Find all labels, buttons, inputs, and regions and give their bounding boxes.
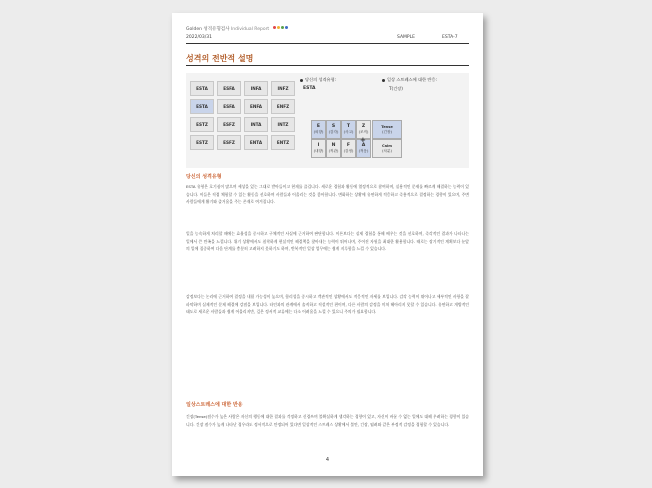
type-cell: ESTZ (190, 135, 214, 150)
title-divider (186, 65, 469, 66)
type-cell: ESFA (217, 81, 241, 96)
type-cell: INFZ (271, 81, 295, 96)
bullet-icon (382, 79, 385, 82)
stress-box: Tense (긴장) (372, 120, 402, 139)
my-type-label: 당신의 성격유형: (300, 77, 336, 83)
bullet-icon (300, 79, 303, 82)
report-page (172, 13, 483, 476)
type-cell: ESFA (217, 99, 241, 114)
plus-icon: + (360, 136, 366, 144)
type-cell: INTA (244, 117, 268, 132)
section-heading-type: 당신의 성격유형 (186, 174, 222, 180)
section-title: 성격의 전반적 설명 (186, 54, 254, 63)
dimension-box: I (내향) (311, 139, 326, 158)
type-cell: ESFZ (217, 117, 241, 132)
type-cell: INTZ (271, 117, 295, 132)
dimension-box: S (감각) (326, 120, 341, 139)
my-type-value: ESTA (303, 86, 316, 91)
section-heading-stress: 일상스트레스에 대한 반응 (186, 402, 243, 408)
stress-value: T(긴장) (389, 86, 403, 91)
type-cell: ESFZ (217, 135, 241, 150)
report-code: ESTA-7 (442, 35, 458, 40)
stress-label: 일상 스트레스에 대한 반응: (382, 77, 437, 83)
paragraph-4: 긴장(Tense)점수가 높은 사람은 자신의 행동에 대한 결과를 걱정하고 신경쓰며 불확실하게 생각하는 경향이 있고, 자신이 바꿀 수 없는 일에도 대해 우려하는 경향이 있습니다. 긴장 점수가 높게 나타난 경우라도 정서적으로 안정되어 있다면 일상적인 스트레스 상황에서 불안, 긴장, 염려와 같은 부정적 감정을 경험할 수 있습니다. (186, 414, 469, 427)
dimension-box: N (직관) (326, 139, 341, 158)
dimension-box: Z (조직) (356, 120, 371, 139)
report-header (186, 26, 289, 32)
dimension-box: E (외향) (311, 120, 326, 139)
dimension-box: A (적응) (356, 139, 371, 158)
report-date: 2022/03/31 (186, 35, 212, 40)
paragraph-2: 일을 능숙하게 처리할 때에는 효율성을 중시하고 구체적인 사실에 근거하여 판단합니다. 이론보다는 실제 경험을 통해 배우는 것을 선호하며, 즉각적인 결과가 나타나는 일에서 큰 만족을 느낍니다. 위기 상황에서도 침착하게 현실적인 해결책을 찾아내는 능력이 뛰어나며, 주어진 자원을 최대한 활용합니다. 때로는 장기적인 계획보다 눈앞의 일에 집중하여 다음 단계를 충분히 고려하지 못하기도 하며, 반복적인 일상 업무에는 쉽게 지루함을 느낄 수 있습니다. (186, 231, 469, 252)
type-cell: ENTA (244, 135, 268, 150)
header-divider (186, 43, 469, 44)
page-number: 4 (325, 457, 330, 463)
type-cell: ENFZ (271, 99, 295, 114)
report-type: Individual Report (230, 27, 270, 32)
type-cell: ENTZ (271, 135, 295, 150)
type-grid (190, 81, 295, 150)
dimension-box: F (감정) (341, 139, 356, 158)
type-cell: INFA (244, 81, 268, 96)
brand-dot (285, 26, 288, 29)
brand-dot (281, 26, 284, 29)
brand-name: Golden 성격유형검사 (186, 27, 230, 32)
type-cell: ESTZ (190, 117, 214, 132)
paragraph-3: 감정보다는 논리에 근거하여 결정을 내릴 가능성이 높으며, 합리성을 중시하고 객관적인 상황에서도 적응적인 자세를 보입니다. 감각 능력이 뛰어나고 세부적인 사항을 잘 파악하며 실제적인 문제 해결에 강점을 보입니다. 타인과의 관계에서 솔직하고 직설적인 편이며, 다른 사람의 감정을 미처 헤아리지 못할 수 있습니다. 유연하고 개방적인 태도로 새로운 사람들과 쉽게 어울리지만, 깊은 정서적 교류에는 다소 어려움을 느낄 수 있으니 주의가 필요합니다. (186, 294, 469, 315)
sample-label: SAMPLE (397, 35, 415, 40)
dimension-box: T (사고) (341, 120, 356, 139)
brand-dot (277, 26, 280, 29)
stress-box: Calm (차분) (372, 139, 402, 158)
brand-dot (273, 26, 276, 29)
type-cell: ENFA (244, 99, 268, 114)
brand-dots-icon (273, 26, 289, 31)
type-cell: ESTA (190, 99, 214, 114)
type-cell: ESTA (190, 81, 214, 96)
paragraph-1: ESTA 유형은 호기심이 많으며 세상을 있는 그대로 받아들이고 현재를 즐깁니다. 새로운 경험과 활동에 열정적으로 참여하며, 실용적인 문제를 빠르게 해결하는 능력이 있습니다. 이들은 직접 체험할 수 있는 활동을 선호하며 사람들과 어울리는 것을 좋아합니다. 변화하는 상황에 유연하게 적응하고 즉흥적으로 결정하는 경향이 있으며, 주변 사람들에게 활기와 즐거움을 주는 존재로 여겨집니다. (186, 184, 469, 205)
